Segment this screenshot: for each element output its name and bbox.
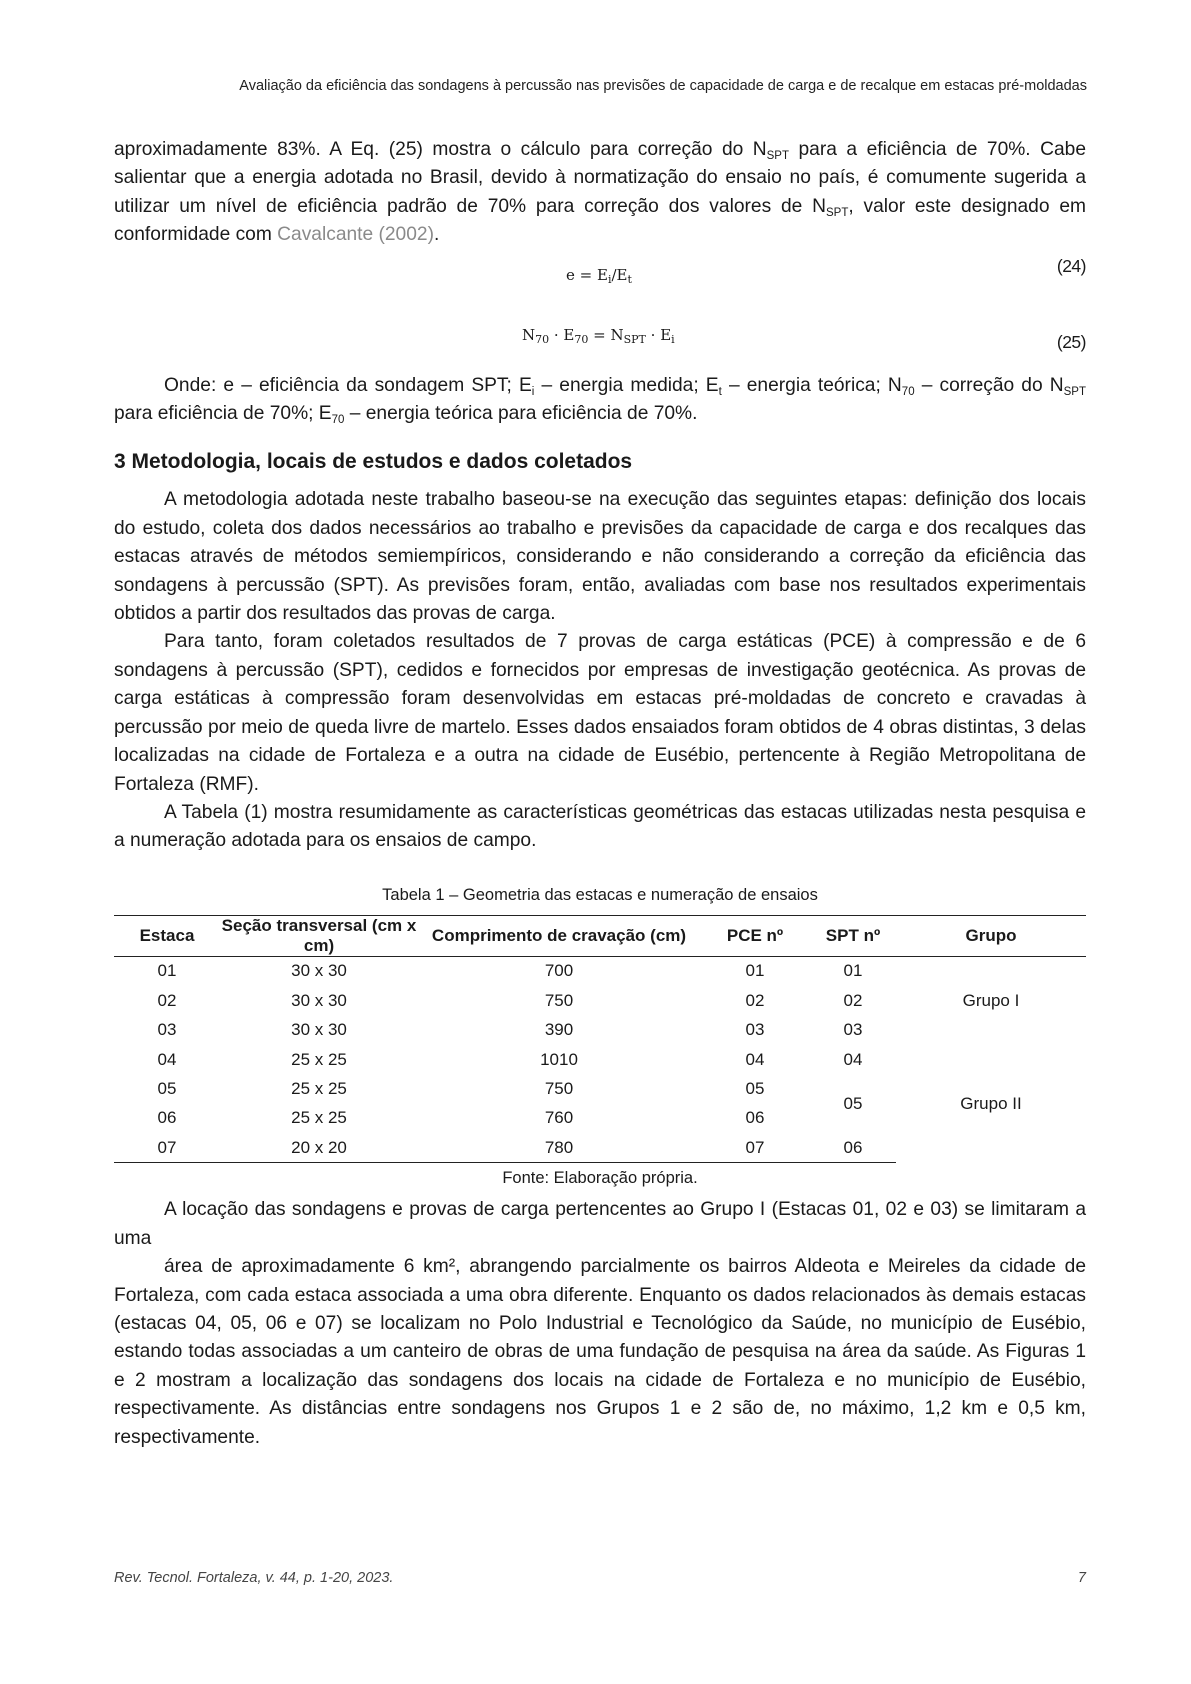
equation-25	[114, 316, 1086, 364]
table-cell: 06	[745, 1108, 765, 1128]
table-row	[114, 956, 1086, 986]
pile-geometry-table	[114, 915, 1086, 1164]
equation-24-expression: $e = E_i/E_t$	[566, 265, 632, 286]
table-cell: 30 x 30	[291, 961, 347, 981]
table-cell: 03	[157, 1020, 177, 1040]
location-detail-paragraph: área de aproximadamente 6 km², abrangendo parcialmente os bairros Aldeota e Meireles da cidade de Fortaleza, com cada estaca associada a uma obra diferente. Enquanto os dados relacionados às demais estacas (estacas 04, 05, 06 e 07) se localizam no Polo Industrial e Tecnológico da Saúde, no município de Eusébio, estando todas associadas a um canteiro de obras de uma fundação de pesquisa na área da saúde. As Figuras 1 e 2 mostram a localização das sondagens dos locais na cidade de Fortaleza e no município de Eusébio, respectivamente. As distâncias entre sondagens nos Grupos 1 e 2 são de, no máximo, 1,2 km e 0,5 km, respectivamente.	[114, 1256, 1086, 1448]
column-header: Seção transversal (cm x cm)	[221, 915, 417, 955]
table-cell: 05	[843, 1093, 863, 1113]
data-collection-paragraph: Para tanto, foram coletados resultados de 7 provas de carga estáticas (PCE) à compressão e de 6 sondagens à percussão (SPT), cedidos e fornecidos por empresas de investigação geotécnica. As provas de carga estáticas à compressão foram desenvolvidas em estacas pré-moldadas de concreto e cravadas à percussão por meio de queda livre de martelo. Esses dados ensaiados foram obtidos de 4 obras distintas, 3 delas localizadas na cidade de Fortaleza e a outra na cidade de Eusébio, pertencente à Região Metropolitana de Fortaleza (RMF).	[114, 631, 1086, 795]
equation-24	[114, 254, 1086, 294]
table-cell: 750	[544, 990, 574, 1010]
table-cell: 700	[544, 961, 574, 981]
table-cell: 06	[810, 1133, 896, 1163]
table-cell: 05	[745, 1078, 765, 1098]
section-heading: 3 Metodologia, locais de estudos e dados coletados	[114, 450, 633, 474]
equation-25-expression: $N_{70} \cdot E_{70} = N_{SPT} \cdot E_i$	[522, 325, 675, 346]
table-cell: 25 x 25	[291, 1108, 347, 1128]
page-content	[114, 136, 1086, 1452]
location-paragraph: A locação das sondagens e provas de carga pertencentes ao Grupo I (Estacas 01, 02 e 03) se limitaram a uma	[114, 1199, 1086, 1249]
where-paragraph: Onde: e – eficiência da sondagem SPT; $E_i$ – energia medida; $E_t$ – energia teórica; $N_{70}$ – correção do $N_{SPT}$ para eficiência de 70%; $E_{70}$ – energia teórica para eficiência de 70%.	[114, 374, 1087, 427]
table-cell: 25 x 25	[291, 1078, 347, 1098]
table-cell: 780	[418, 1133, 700, 1163]
table-cell: 20 x 20	[220, 1133, 418, 1163]
table-header-row	[114, 915, 1086, 956]
table-caption: Tabela 1 – Geometria das estacas e numeração de ensaios	[382, 885, 818, 904]
page-number: 7	[1077, 1570, 1086, 1586]
group-cell: Grupo II	[960, 1093, 1022, 1113]
table-cell: 06	[157, 1108, 177, 1128]
table-cell: 30 x 30	[291, 990, 347, 1010]
column-header: PCE nº	[700, 915, 810, 956]
equation-24-number: (24)	[1056, 255, 1086, 276]
table-cell: 02	[843, 990, 863, 1010]
table-cell: 30 x 30	[291, 1020, 347, 1040]
table-cell: 03	[745, 1020, 765, 1040]
intro-paragraph: aproximadamente 83%. A Eq. (25) mostra o cálculo para correção do $N_{SPT}$ para a eficiência de 70%. Cabe salientar que a energia adotada no Brasil, devido à normatização do ensaio no país, é comumente sugerida a utilizar um nível de eficiência padrão de 70% para correção dos valores de $N_{SPT}$, valor este designado em conformidade com Cavalcante (2002).	[114, 139, 1086, 246]
table-cell: 04	[843, 1049, 863, 1069]
table-cell: 750	[544, 1078, 574, 1098]
table-cell: 02	[745, 990, 765, 1010]
citation-link[interactable]: Cavalcante (2002)	[277, 224, 434, 246]
table-cell: 05	[157, 1078, 177, 1098]
table-cell: 01	[843, 961, 863, 981]
table-row	[114, 1045, 1086, 1074]
table-cell: 04	[157, 1049, 177, 1069]
table-cell: 07	[700, 1133, 810, 1163]
column-header: Comprimento de cravação (cm)	[418, 915, 700, 956]
column-header: Grupo	[896, 915, 1086, 956]
table-intro-paragraph: A Tabela (1) mostra resumidamente as características geométricas das estacas utilizadas nesta pesquisa e a numeração adotada para os ensaios de campo.	[114, 801, 1086, 852]
table-source: Fonte: Elaboração própria.	[502, 1169, 698, 1188]
table-cell: 01	[157, 961, 177, 981]
running-header: Avaliação da eficiência das sondagens à percussão nas previsões de capacidade de carga e de recalque em estacas pré-moldadas	[239, 78, 1087, 94]
methodology-paragraph: A metodologia adotada neste trabalho baseou-se na execução das seguintes etapas: definição dos locais do estudo, coleta dos dados necessários ao trabalho e previsões da capacidade de carga e dos recalques das estacas através de métodos semiempíricos, considerando e não considerando a correção da eficiência das sondagens à percussão (SPT). As previsões foram, então, avaliadas com base nos resultados experimentais obtidos a partir dos resultados das provas de carga.	[114, 489, 1086, 625]
table-cell: 01	[745, 961, 765, 981]
table-cell: 760	[544, 1108, 574, 1128]
column-header: Estaca	[114, 915, 220, 956]
table-cell: 25 x 25	[291, 1049, 347, 1069]
group-cell: Grupo I	[962, 990, 1020, 1010]
column-header: SPT nº	[810, 915, 896, 956]
table-cell: 02	[157, 990, 177, 1010]
table-cell: 04	[745, 1049, 765, 1069]
journal-citation: Rev. Tecnol. Fortaleza, v. 44, p. 1-20, 2023.	[114, 1570, 394, 1586]
equation-25-number: (25)	[1056, 331, 1086, 352]
running-footer	[114, 1570, 1086, 1586]
table-cell: 07	[114, 1133, 220, 1163]
table-cell: 1010	[540, 1049, 578, 1069]
table-cell: 390	[544, 1020, 574, 1040]
table-cell: 03	[843, 1020, 863, 1040]
